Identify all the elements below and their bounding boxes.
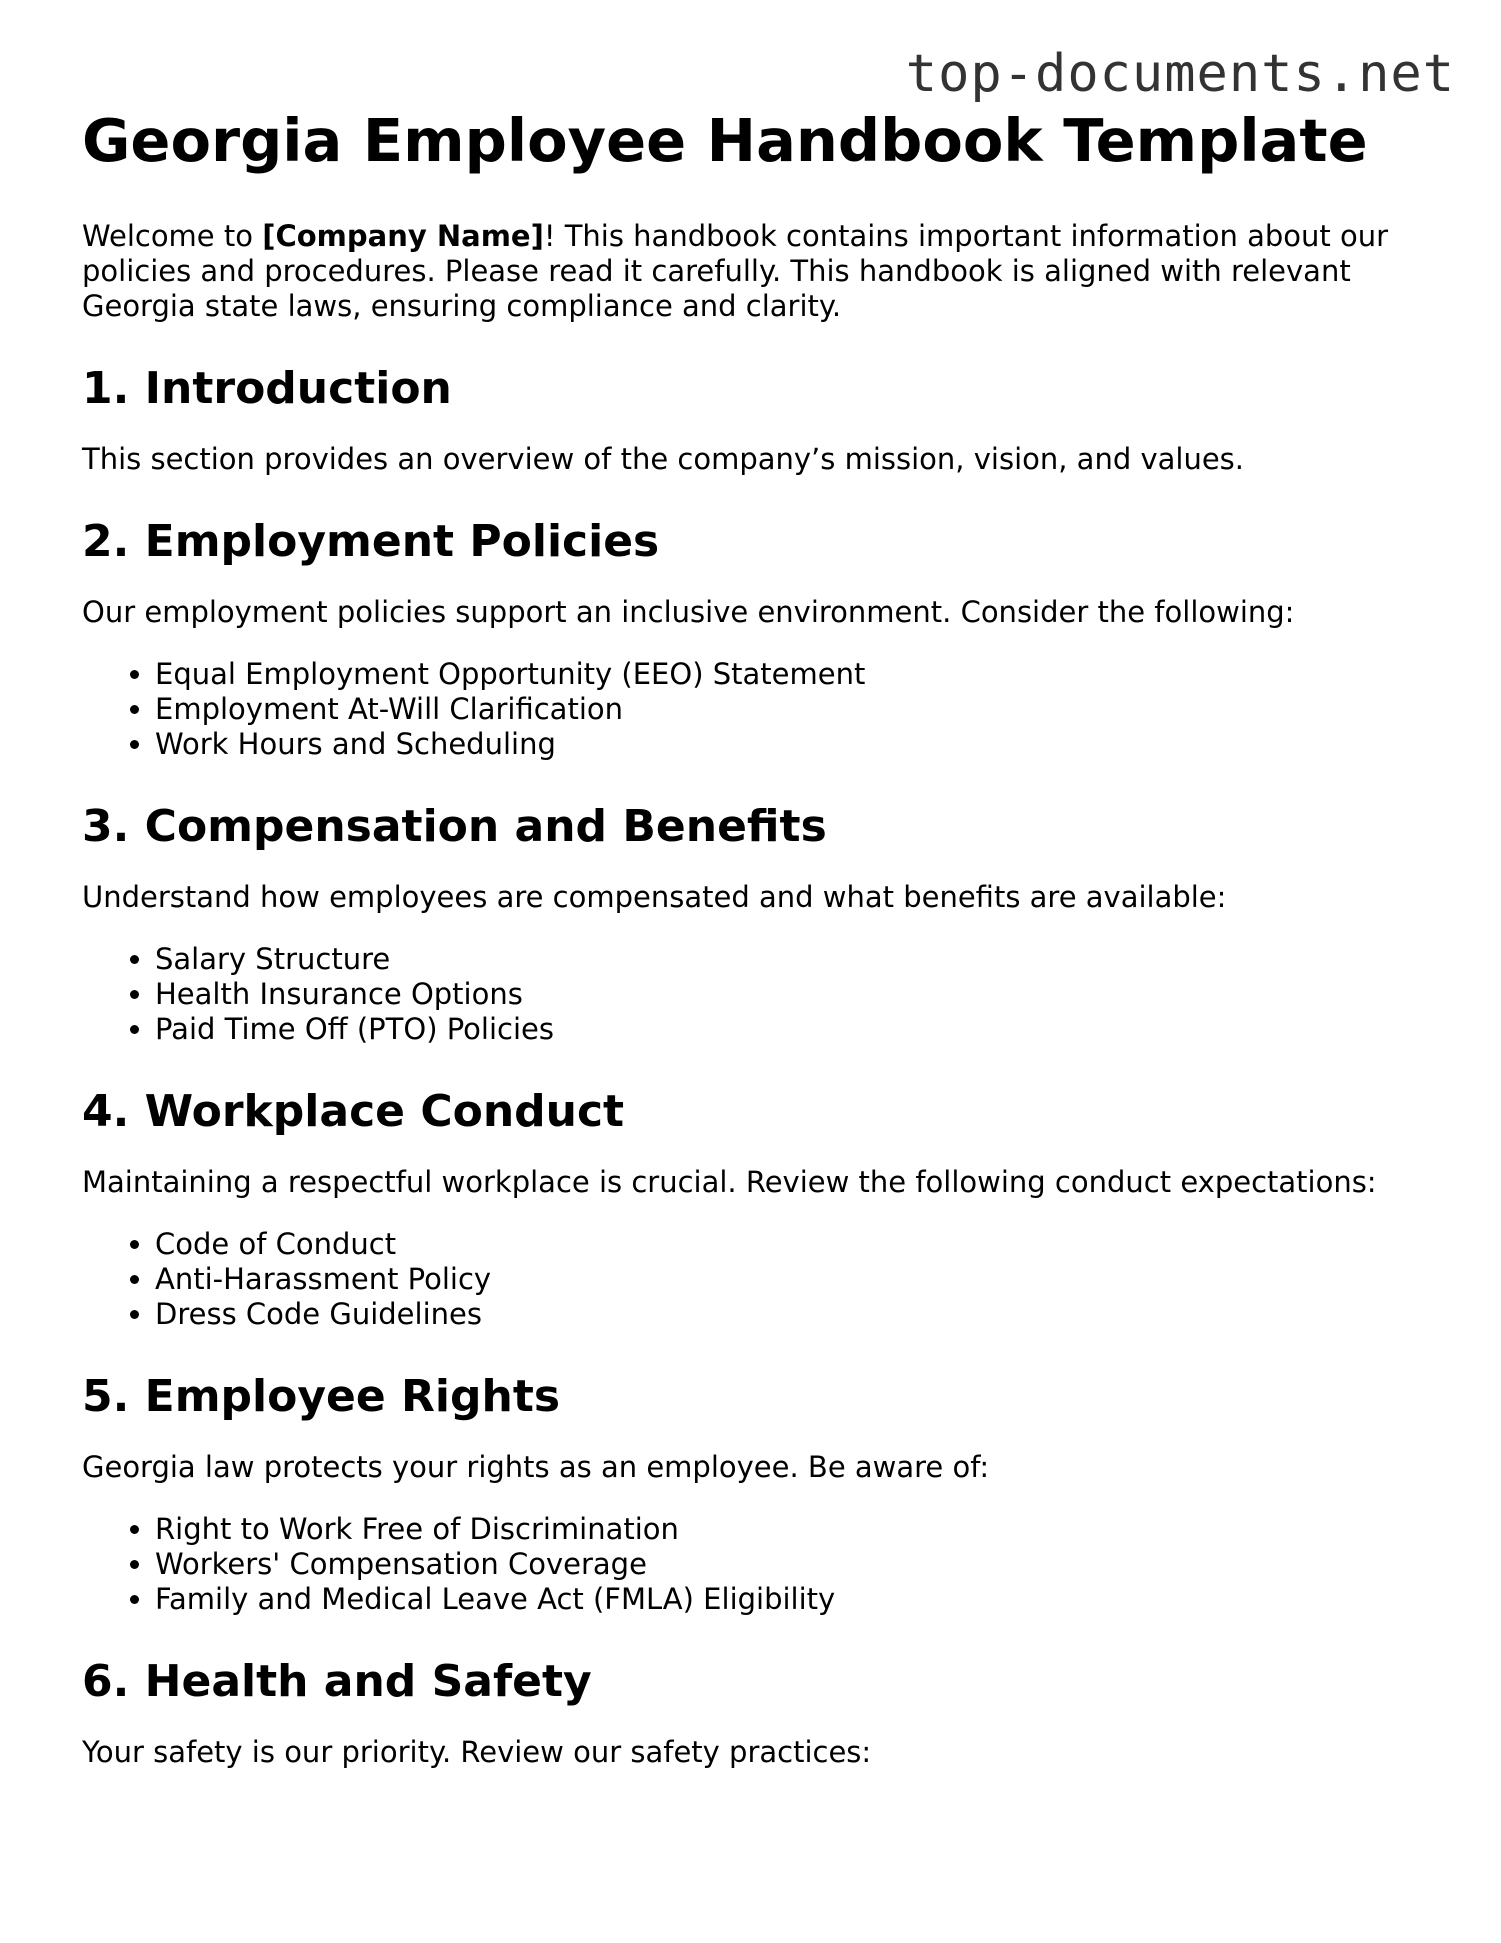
- section-text: Your safety is our priority. Review our safety practices:: [82, 1735, 872, 1769]
- intro-suffix: ! This handbook contains important information about our policies and procedures. Please read it carefully. This handbook is aligned with relevant Georgia state laws, ensuring compliance and clarity.: [82, 219, 1389, 323]
- company-name-placeholder: [Company Name]: [262, 219, 544, 253]
- list-item: • Dress Code Guidelines: [155, 1297, 1422, 1332]
- bullet-list: [82, 657, 1422, 762]
- list-item: • Paid Time Off (PTO) Policies: [155, 1012, 1422, 1047]
- bullet-list: [82, 1512, 1422, 1617]
- section-text: Maintaining a respectful workplace is crucial. Review the following conduct expectations:: [82, 1165, 1377, 1199]
- section-health-safety: [82, 1655, 1422, 1770]
- list-item: • Employment At-Will Clarification: [155, 692, 1422, 727]
- section-text: This section provides an overview of the company’s mission, vision, and values.: [82, 442, 1244, 476]
- intro-prefix: Welcome to: [82, 219, 263, 253]
- list-item: • Workers' Compensation Coverage: [155, 1547, 1422, 1582]
- list-item: • Work Hours and Scheduling: [155, 727, 1422, 762]
- section-heading: 6. Health and Safety: [82, 1656, 592, 1707]
- section-text: Georgia law protects your rights as an employee. Be aware of:: [82, 1450, 990, 1484]
- watermark: top-documents.net: [905, 44, 1455, 104]
- section-heading: 2. Employment Policies: [82, 516, 660, 567]
- section-employment-policies: [82, 515, 1422, 762]
- section-workplace-conduct: [82, 1085, 1422, 1332]
- document-page: [82, 105, 1422, 1770]
- section-introduction: [82, 362, 1422, 477]
- section-heading: 3. Compensation and Benefits: [82, 801, 827, 852]
- section-compensation-benefits: [82, 800, 1422, 1047]
- list-item: • Salary Structure: [155, 942, 1422, 977]
- list-item: • Code of Conduct: [155, 1227, 1422, 1262]
- list-item: • Health Insurance Options: [155, 977, 1422, 1012]
- bullet-list: [82, 942, 1422, 1047]
- section-text: Understand how employees are compensated and what benefits are available:: [82, 880, 1227, 914]
- section-employee-rights: [82, 1370, 1422, 1617]
- section-heading: 1. Introduction: [82, 363, 452, 414]
- intro-paragraph: [82, 219, 1422, 324]
- list-item: • Family and Medical Leave Act (FMLA) Eligibility: [155, 1582, 1422, 1617]
- section-text: Our employment policies support an inclusive environment. Consider the following:: [82, 595, 1295, 629]
- list-item: • Anti-Harassment Policy: [155, 1262, 1422, 1297]
- section-heading: 5. Employee Rights: [82, 1371, 561, 1422]
- list-item: • Right to Work Free of Discrimination: [155, 1512, 1422, 1547]
- document-title: Georgia Employee Handbook Template: [82, 106, 1368, 175]
- section-heading: 4. Workplace Conduct: [82, 1086, 625, 1137]
- list-item: • Equal Employment Opportunity (EEO) Statement: [155, 657, 1422, 692]
- bullet-list: [82, 1227, 1422, 1332]
